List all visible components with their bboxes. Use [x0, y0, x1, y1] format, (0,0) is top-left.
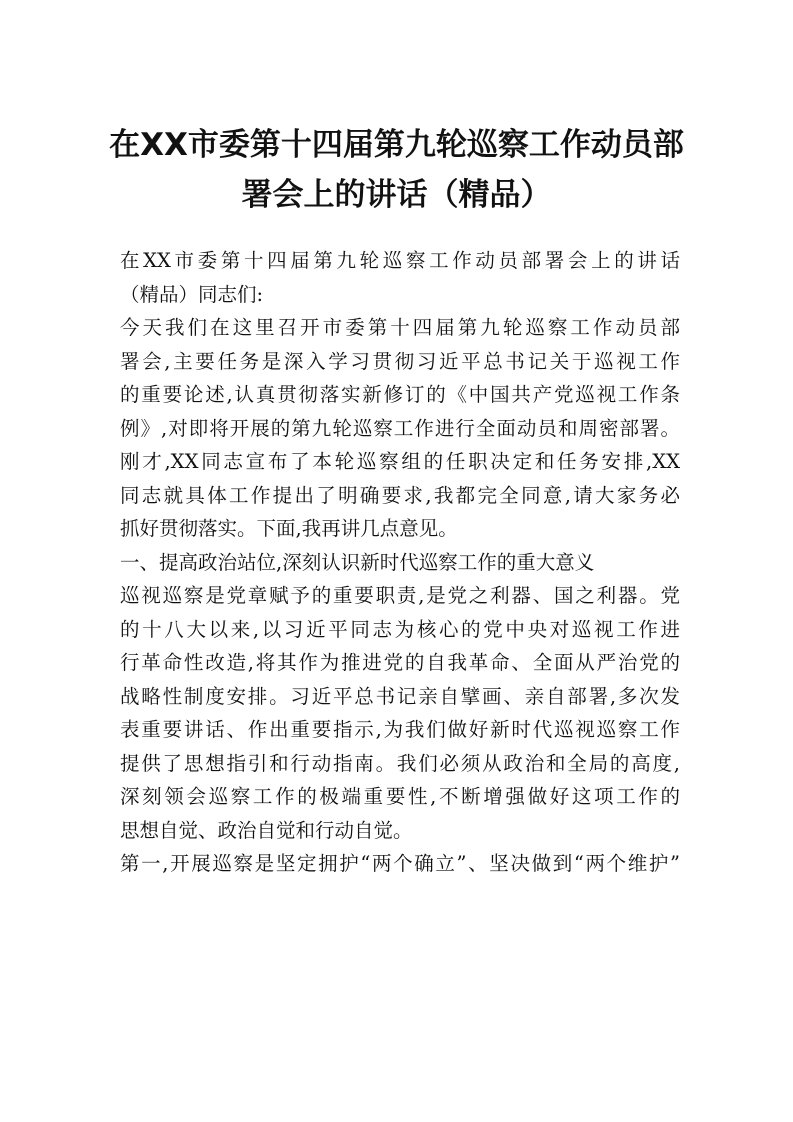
- title-line: 署会上的讲话（精品）: [241, 177, 552, 213]
- body-line: 提供了思想指引和行动指南。我们必须从政治和全局的高度,: [120, 751, 680, 775]
- body-line: 刚才,XX同志宣布了本轮巡察组的任职决定和任务安排,XX: [120, 450, 680, 473]
- body-line: 同志就具体工作提出了明确要求,我都完全同意,请大家务必: [120, 483, 680, 507]
- body-line: 的重要论述,认真贯彻落实新修订的《中国共产党巡视工作条: [120, 383, 680, 406]
- body-line: 第一,开展巡察是坚定拥护“两个确立”、坚决做到“两个维护”: [120, 852, 680, 875]
- body-line: 在XX市委第十四届第九轮巡察工作动员部署会上的讲话: [120, 249, 680, 272]
- document-body: [120, 244, 680, 881]
- body-line: 巡视巡察是党章赋予的重要职责,是党之利器、国之利器。党: [120, 584, 680, 607]
- body-line: 思想自觉、政治自觉和行动自觉。: [120, 818, 413, 842]
- title-line: 在XX市委第十四届第九轮巡察工作动员部: [109, 127, 684, 163]
- body-line: 的十八大以来,以习近平同志为核心的党中央对巡视工作进: [120, 617, 680, 641]
- body-line: 战略性制度安排。习近平总书记亲自擘画、亲自部署,多次发: [120, 684, 680, 708]
- body-line: （精品）同志们:: [120, 282, 264, 306]
- section-heading: 一、提高政治站位,深刻认识新时代巡察工作的重大意义: [120, 550, 595, 574]
- body-line: 深刻领会巡察工作的极端重要性,不断增强做好这项工作的: [120, 785, 680, 808]
- body-line: 行革命性改造,将其作为推进党的自我革命、全面从严治党的: [120, 651, 680, 674]
- document-title: [90, 120, 703, 220]
- body-line: 署会,主要任务是深入学习贯彻习近平总书记关于巡视工作: [120, 349, 680, 373]
- body-line: 表重要讲话、作出重要指示,为我们做好新时代巡视巡察工作: [120, 718, 680, 741]
- body-line: 今天我们在这里召开市委第十四届第九轮巡察工作动员部: [120, 316, 680, 339]
- body-line: 抓好贯彻落实。下面,我再讲几点意见。: [120, 517, 458, 540]
- body-line: 例》,对即将开展的第九轮巡察工作进行全面动员和周密部署。: [120, 416, 680, 440]
